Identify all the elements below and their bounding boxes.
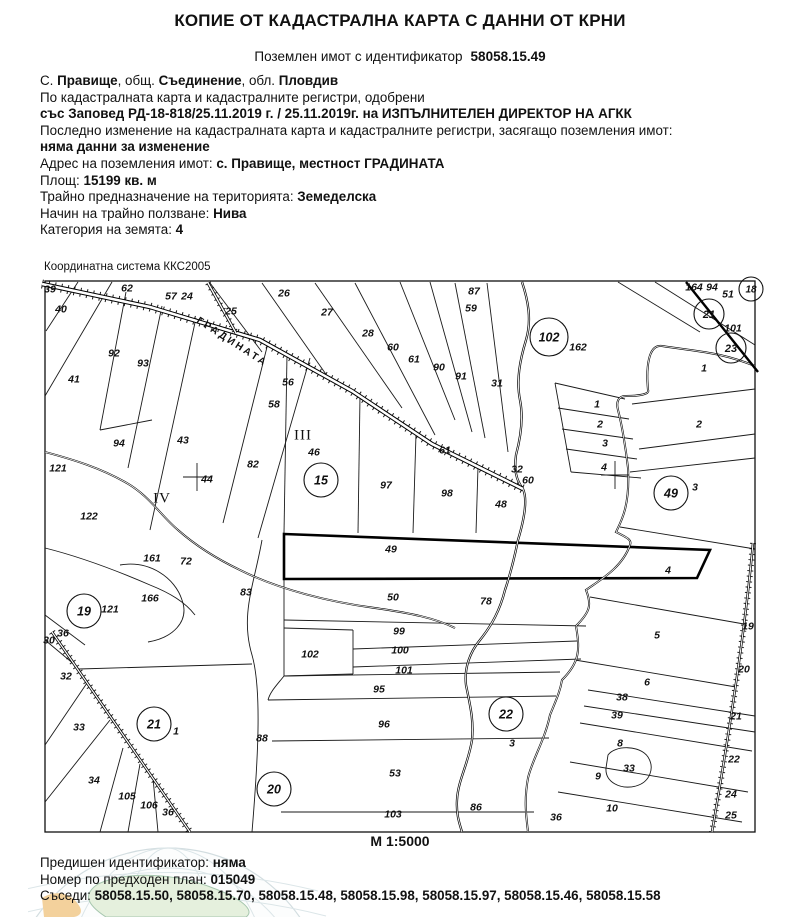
parcel-label: 122 (80, 510, 98, 523)
footer-line: Номер по предходен план: 015049 (40, 871, 256, 887)
road-name-label: ГРАДИНАТА (194, 315, 270, 370)
info-line: със Заповед РД-18-818/25.11.2019 г. / 25.11.2019г. на ИЗПЪЛНИТЕЛЕН ДИРЕКТОР НА АГКК (40, 106, 632, 122)
map-scale: М 1:5000 (370, 833, 430, 849)
parcel-label: 36 (57, 627, 69, 640)
parcel-label: 36 (162, 806, 174, 819)
parcel-label: 94 (113, 437, 125, 450)
parcel-label: 32 (60, 670, 72, 683)
parcel-label: 106 (140, 799, 158, 812)
parcel-label: 1 (701, 362, 707, 375)
parcel-label: 121 (49, 462, 67, 475)
parcel-label: 78 (480, 595, 492, 608)
parcel-label: 40 (55, 303, 67, 316)
parcel-label: 32 (511, 463, 523, 476)
parcel-label: 3 (602, 437, 608, 450)
parcel-label: 49 (385, 543, 397, 556)
parcel-label: 48 (495, 498, 507, 511)
footer-line: Предишен идентификатор: няма (40, 855, 246, 870)
parcel-label: 72 (180, 555, 192, 568)
parcel-circled-label: 18 (745, 284, 757, 296)
info-line: Трайно предназначение на територията: Земеделска (40, 189, 377, 205)
info-line: няма данни за изменение (40, 139, 210, 155)
parcel-label: 62 (121, 282, 133, 295)
info-line: По кадастралната карта и кадастралните регистри, одобрени (40, 89, 425, 105)
footer-info-block (40, 855, 661, 905)
parcel-label: 1 (173, 725, 179, 738)
parcel-label: 99 (393, 625, 405, 638)
parcel-label: 60 (387, 341, 399, 354)
parcel-label: 101 (395, 664, 413, 677)
parcel-label: 121 (101, 603, 119, 616)
parcel-label: 92 (108, 347, 120, 360)
info-line: Площ: 15199 кв. м (40, 172, 157, 188)
parcel-label: 21 (730, 710, 742, 723)
parcel-label: 59 (465, 302, 477, 315)
parcel-label: 164 (685, 281, 703, 294)
parcel-label: 5 (654, 629, 660, 642)
parcel-label: 88 (256, 732, 268, 745)
parcel-label: 26 (278, 287, 290, 300)
parcel-label: 53 (389, 767, 401, 780)
coordinate-system-label: Координатна система ККС2005 (44, 261, 211, 273)
subject-parcel-49-outline (284, 534, 710, 579)
parcel-label: 83 (240, 586, 252, 599)
parcel-label: 25 (725, 809, 737, 822)
subtitle-prefix: Поземлен имот с идентификатор (254, 49, 463, 64)
parcel-label: 82 (247, 458, 259, 471)
parcel-label: 1 (594, 398, 600, 411)
parcel-circled-label: 19 (77, 604, 91, 619)
parcel-label: 10 (606, 802, 618, 815)
parcel-label: 33 (73, 721, 85, 734)
parcel-label: 100 (391, 644, 409, 657)
sector-label: III (294, 427, 312, 444)
parcel-label: 166 (141, 592, 159, 605)
parcel-label: 27 (321, 306, 333, 319)
parcel-circled-label: 49 (664, 486, 678, 501)
parcel-label: 56 (282, 376, 294, 389)
parcel-circled-label: 21 (702, 308, 716, 321)
parcel-label: 25 (225, 305, 237, 318)
parcel-label: 60 (522, 474, 534, 487)
sector-label: IV (153, 490, 171, 507)
parcel-label: 50 (387, 591, 399, 604)
parcel-circled-label: 15 (314, 473, 328, 488)
parcel-circled-label: 22 (499, 707, 513, 722)
parcel-label: 87 (468, 285, 480, 298)
parcel-label: 91 (455, 370, 467, 383)
parcel-label: 24 (181, 290, 193, 303)
parcel-label: 24 (725, 788, 737, 801)
parcel-label: 162 (569, 341, 587, 354)
parcel-label: 30 (43, 634, 55, 647)
parcel-label: 95 (373, 683, 385, 696)
parcel-label: 2 (597, 418, 603, 431)
parcel-label: 93 (137, 357, 149, 370)
parcel-label: 39 (611, 709, 623, 722)
parcel-label: 39 (44, 283, 56, 296)
parcel-label: 4 (601, 461, 607, 474)
parcel-label: 38 (616, 691, 628, 704)
parcel-label: 6 (644, 676, 650, 689)
parcel-label: 57 (165, 290, 177, 303)
parcel-label: 22 (728, 753, 740, 766)
parcel-label: 51 (722, 288, 734, 301)
parcel-label: 20 (738, 663, 750, 676)
parcel-label: 43 (177, 434, 189, 447)
parcel-label: 28 (362, 327, 374, 340)
info-line: Начин на трайно ползване: Нива (40, 205, 247, 221)
parcel-label: 101 (724, 322, 742, 335)
parcel-label: 19 (742, 620, 754, 633)
property-identifier: 58058.15.49 (470, 49, 546, 64)
parcel-label: 9 (595, 770, 601, 783)
parcel-label: 31 (491, 377, 503, 390)
parcel-label: 97 (380, 479, 392, 492)
parcel-label: 105 (118, 790, 136, 803)
parcel-label: 3 (692, 481, 698, 494)
parcel-label: 103 (384, 808, 402, 821)
parcel-circled-label: 21 (147, 717, 161, 732)
parcel-label: 34 (88, 774, 100, 787)
parcel-label: 46 (308, 446, 320, 459)
info-line: С. Правище, общ. Съединение, обл. Пловдив (40, 73, 339, 88)
info-line: Последно изменение на кадастралната карта и кадастралните регистри, засягащо поземления имот: (40, 122, 673, 138)
parcel-label: 44 (201, 473, 213, 486)
parcel-label: 41 (68, 373, 80, 386)
parcel-circled-label: 23 (724, 342, 738, 355)
parcel-label: 61 (439, 444, 451, 457)
parcel-label: 2 (696, 418, 702, 431)
parcel-label: 3 (509, 737, 515, 750)
parcel-label: 58 (268, 398, 280, 411)
property-info-block (40, 73, 673, 239)
parcel-label: 161 (143, 552, 161, 565)
parcel-label: 61 (408, 353, 420, 366)
info-line: Адрес на поземления имот: с. Правище, местност ГРАДИНАТА (40, 155, 445, 171)
parcel-label: 98 (441, 487, 453, 500)
footer-line: Съседи: 58058.15.50, 58058.15.70, 58058.15.48, 58058.15.98, 58058.15.97, 58058.15.46, 58058.15.58 (40, 888, 661, 904)
parcel-label: 4 (665, 564, 671, 577)
document-title: КОПИЕ ОТ КАДАСТРАЛНА КАРТА С ДАННИ ОТ КРНИ (174, 11, 626, 30)
parcel-circled-label: 102 (538, 330, 560, 345)
parcel-label: 94 (706, 281, 718, 294)
parcel-label: 96 (378, 718, 390, 731)
parcel-label: 8 (617, 737, 623, 750)
parcel-label: 86 (470, 801, 482, 814)
info-line: Категория на земята: 4 (40, 222, 184, 238)
parcel-label: 36 (550, 811, 562, 824)
parcel-label: 33 (623, 762, 635, 775)
parcel-circled-label: 20 (267, 782, 281, 797)
parcel-label: 90 (433, 361, 445, 374)
parcel-label: 102 (301, 648, 319, 661)
